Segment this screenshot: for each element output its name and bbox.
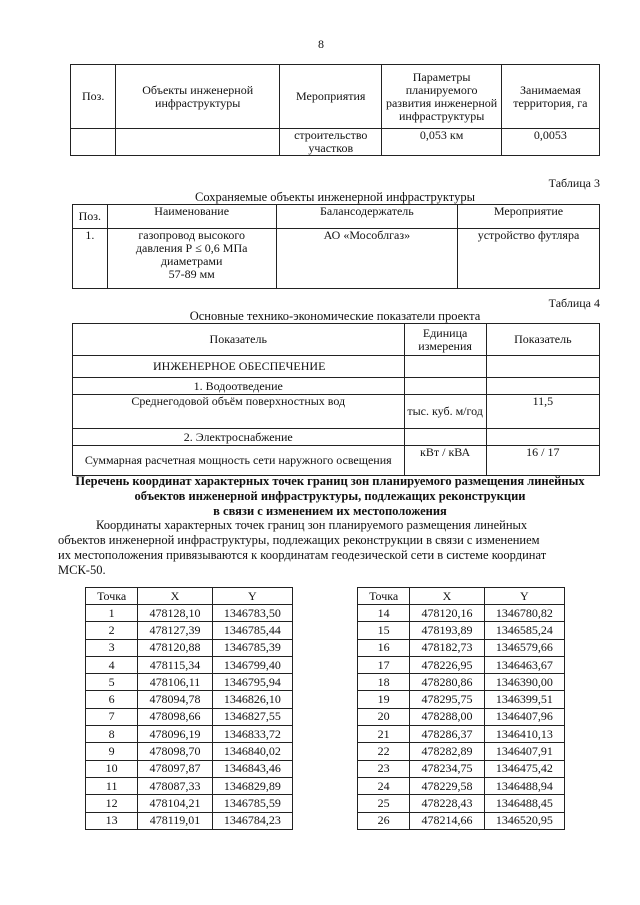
- cell-y: 1346475,42: [484, 760, 564, 777]
- table4-title: Основные технико-экономические показатели проекта: [189, 309, 481, 323]
- cell-measure: строительство участков: [280, 129, 382, 156]
- cell-x: 478119,01: [138, 812, 212, 829]
- cell-point: 1: [86, 605, 138, 622]
- table-row: [86, 691, 293, 708]
- cell-x: 478234,75: [410, 760, 484, 777]
- table-row: [358, 743, 565, 760]
- cell-y: 1346826,10: [212, 691, 292, 708]
- cell-y: 1346784,23: [212, 812, 292, 829]
- cell-params: 0,053 км: [382, 129, 501, 156]
- cell-y: 1346785,39: [212, 639, 292, 656]
- col-y: Y: [212, 588, 292, 605]
- cell-x: 478104,21: [138, 795, 212, 812]
- cell-point: 20: [358, 708, 410, 725]
- table-row: [86, 622, 293, 639]
- cell-x: 478096,19: [138, 726, 212, 743]
- cell-point: 18: [358, 674, 410, 691]
- t4-row2-value: 16 / 17: [486, 446, 599, 476]
- page-number: 8: [318, 37, 324, 51]
- table-row: [358, 674, 565, 691]
- cell-x: 478098,66: [138, 708, 212, 725]
- cell-point: 16: [358, 639, 410, 656]
- t3-name-line3: диаметрами: [160, 254, 223, 268]
- t4-col-value: Показатель: [486, 324, 599, 356]
- cell-x: 478097,87: [138, 760, 212, 777]
- col-params: Параметры планируемого развития инженерной инфраструктуры: [382, 65, 501, 129]
- table-row: [358, 760, 565, 777]
- cell-x: 478229,58: [410, 777, 484, 794]
- cell-point: 15: [358, 622, 410, 639]
- cell-y: 1346795,94: [212, 674, 292, 691]
- col-pos: Поз.: [71, 65, 116, 129]
- t4-empty: [486, 429, 599, 446]
- t3-name-line2: давления Р ≤ 0,6 МПа: [135, 241, 248, 255]
- cell-y: 1346488,94: [484, 777, 564, 794]
- cell-y: 1346785,59: [212, 795, 292, 812]
- cell-point: 3: [86, 639, 138, 656]
- cell-point: 11: [86, 777, 138, 794]
- cell-point: 6: [86, 691, 138, 708]
- t4-sub2: 2. Электроснабжение: [73, 429, 405, 446]
- cell-point: 10: [86, 760, 138, 777]
- cell-pos: [71, 129, 116, 156]
- t4-empty: [404, 356, 486, 378]
- cell-point: 25: [358, 795, 410, 812]
- table-row: [86, 674, 293, 691]
- cell-x: 478094,78: [138, 691, 212, 708]
- t4-row2-name: Суммарная расчетная мощность сети наружного освещения: [73, 446, 405, 476]
- cell-y: 1346827,55: [212, 708, 292, 725]
- coords-heading-line2: объектов инженерной инфраструктуры, подлежащих реконструкции: [134, 489, 526, 503]
- cell-point: 26: [358, 812, 410, 829]
- cell-point: 21: [358, 726, 410, 743]
- table-row: [86, 708, 293, 725]
- t3-cell-pos: 1.: [73, 229, 108, 289]
- table-row: [358, 777, 565, 794]
- t4-section: ИНЖЕНЕРНОЕ ОБЕСПЕЧЕНИЕ: [73, 356, 405, 378]
- t4-row1-unit: тыс. куб. м/год: [404, 395, 486, 429]
- coords-paragraph: [58, 518, 598, 578]
- table-row: [358, 691, 565, 708]
- t4-empty: [404, 429, 486, 446]
- cell-y: 1346780,82: [484, 605, 564, 622]
- cell-x: 478288,00: [410, 708, 484, 725]
- coords-table-left: [85, 587, 293, 830]
- table-row: [86, 605, 293, 622]
- cell-y: 1346785,44: [212, 622, 292, 639]
- cell-x: 478295,75: [410, 691, 484, 708]
- t4-row2-unit: кВт / кВА: [404, 446, 486, 476]
- cell-x: 478106,11: [138, 674, 212, 691]
- cell-point: 12: [86, 795, 138, 812]
- table-row: [86, 777, 293, 794]
- table-row: [86, 639, 293, 656]
- para-line1: Координаты характерных точек границ зон планируемого размещения линейных: [96, 518, 528, 532]
- table-row: [358, 622, 565, 639]
- t3-cell-holder: АО «Мособлгаз»: [276, 229, 457, 289]
- t4-row1-value: 11,5: [486, 395, 599, 429]
- cell-x: 478115,34: [138, 656, 212, 673]
- cell-object: [116, 129, 280, 156]
- table-row: [358, 708, 565, 725]
- col-x: X: [138, 588, 212, 605]
- table-row: [86, 795, 293, 812]
- col-point: Точка: [358, 588, 410, 605]
- cell-x: 478098,70: [138, 743, 212, 760]
- cell-x: 478282,89: [410, 743, 484, 760]
- cell-y: 1346399,51: [484, 691, 564, 708]
- t3-col-measure: Мероприятие: [458, 205, 600, 229]
- t3-col-holder: Балансодержатель: [276, 205, 457, 229]
- table-row: [86, 812, 293, 829]
- table-row: [86, 760, 293, 777]
- cell-point: 7: [86, 708, 138, 725]
- cell-y: 1346833,72: [212, 726, 292, 743]
- cell-point: 24: [358, 777, 410, 794]
- cell-x: 478120,88: [138, 639, 212, 656]
- para-line2: объектов инженерной инфраструктуры, подлежащих реконструкции в связи с изменением: [58, 533, 540, 547]
- table-row: [358, 639, 565, 656]
- engineering-plan-table: [70, 64, 600, 156]
- cell-y: 1346488,45: [484, 795, 564, 812]
- cell-x: 478280,86: [410, 674, 484, 691]
- cell-y: 1346843,46: [212, 760, 292, 777]
- cell-x: 478228,43: [410, 795, 484, 812]
- cell-y: 1346829,89: [212, 777, 292, 794]
- cell-y: 1346463,67: [484, 656, 564, 673]
- cell-point: 19: [358, 691, 410, 708]
- table-row: [358, 605, 565, 622]
- t3-cell-measure: устройство футляра: [458, 229, 600, 289]
- t3-col-name: Наименование: [107, 205, 276, 229]
- cell-point: 14: [358, 605, 410, 622]
- cell-x: 478286,37: [410, 726, 484, 743]
- col-measure: Мероприятия: [280, 65, 382, 129]
- cell-y: 1346390,00: [484, 674, 564, 691]
- cell-x: 478226,95: [410, 656, 484, 673]
- cell-y: 1346520,95: [484, 812, 564, 829]
- cell-y: 1346407,91: [484, 743, 564, 760]
- table3-caption: Таблица 3: [548, 176, 600, 190]
- cell-x: 478127,39: [138, 622, 212, 639]
- table4-caption: Таблица 4: [548, 296, 600, 310]
- table-row: [86, 726, 293, 743]
- table-row: [358, 656, 565, 673]
- t4-empty: [404, 378, 486, 395]
- table-row: [358, 726, 565, 743]
- table4: [72, 323, 600, 476]
- cell-x: 478214,66: [410, 812, 484, 829]
- t4-col-name: Показатель: [73, 324, 405, 356]
- col-x: X: [410, 588, 484, 605]
- t4-row1-name: Среднегодовой объём поверхностных вод: [73, 395, 405, 429]
- cell-point: 2: [86, 622, 138, 639]
- cell-x: 478120,16: [410, 605, 484, 622]
- table3: [72, 204, 600, 289]
- t4-empty: [486, 378, 599, 395]
- para-line3: их местоположения привязываются к координатам геодезической сети в системе координат: [58, 548, 547, 562]
- coords-heading: [50, 474, 610, 519]
- t3-name-line4: 57-89 мм: [168, 267, 215, 281]
- cell-point: 17: [358, 656, 410, 673]
- t3-cell-name: [107, 229, 276, 289]
- t3-name-line1: газопровод высокого: [138, 228, 245, 242]
- table-row: [358, 812, 565, 829]
- t4-col-unit: Единица измерения: [404, 324, 486, 356]
- cell-y: 1346840,02: [212, 743, 292, 760]
- cell-x: 478193,89: [410, 622, 484, 639]
- col-y: Y: [484, 588, 564, 605]
- table3-title: Сохраняемые объекты инженерной инфраструктуры: [194, 190, 476, 204]
- t4-empty: [486, 356, 599, 378]
- coords-heading-line3: в связи с изменением их местоположения: [213, 504, 447, 518]
- cell-y: 1346783,50: [212, 605, 292, 622]
- cell-x: 478087,33: [138, 777, 212, 794]
- cell-point: 4: [86, 656, 138, 673]
- coords-table-right: [357, 587, 565, 830]
- t4-sub1: 1. Водоотведение: [73, 378, 405, 395]
- cell-point: 5: [86, 674, 138, 691]
- para-line4: МСК-50.: [58, 563, 106, 577]
- col-area: Занимаемая территория, га: [501, 65, 599, 129]
- table-row: [358, 795, 565, 812]
- cell-y: 1346585,24: [484, 622, 564, 639]
- cell-x: 478128,10: [138, 605, 212, 622]
- cell-y: 1346579,66: [484, 639, 564, 656]
- col-point: Точка: [86, 588, 138, 605]
- cell-point: 23: [358, 760, 410, 777]
- cell-area: 0,0053: [501, 129, 599, 156]
- coords-heading-line1: Перечень координат характерных точек границ зон планируемого размещения линейных: [75, 474, 585, 488]
- cell-point: 8: [86, 726, 138, 743]
- t3-col-pos: Поз.: [73, 205, 108, 229]
- cell-y: 1346407,96: [484, 708, 564, 725]
- cell-y: 1346799,40: [212, 656, 292, 673]
- cell-point: 13: [86, 812, 138, 829]
- cell-y: 1346410,13: [484, 726, 564, 743]
- cell-point: 22: [358, 743, 410, 760]
- table-row: [86, 743, 293, 760]
- col-object: Объекты инженерной инфраструктуры: [116, 65, 280, 129]
- cell-point: 9: [86, 743, 138, 760]
- table-row: [86, 656, 293, 673]
- cell-x: 478182,73: [410, 639, 484, 656]
